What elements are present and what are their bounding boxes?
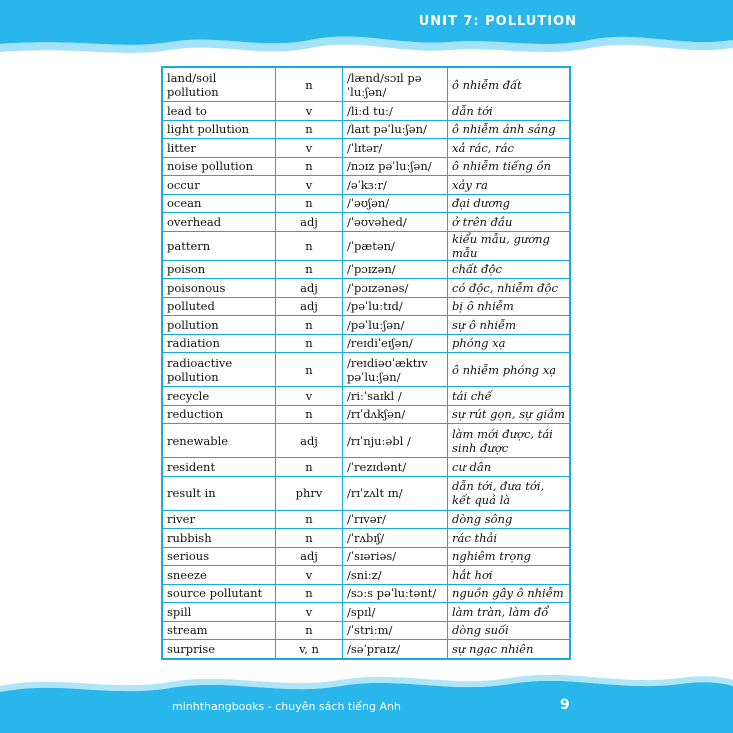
part-of-speech-cell: n xyxy=(276,510,343,529)
vocab-word-cell: recycle xyxy=(162,387,276,406)
meaning-cell: xảy ra xyxy=(448,176,571,195)
vocab-word-cell: river xyxy=(162,510,276,529)
part-of-speech-cell: n xyxy=(276,120,343,139)
table-row xyxy=(162,640,570,659)
part-of-speech-cell: n xyxy=(276,157,343,176)
part-of-speech-cell: n xyxy=(276,67,343,102)
pronunciation-cell: /ˈrɪvər/ xyxy=(343,510,448,529)
vocab-word-cell: lead to xyxy=(162,102,276,121)
table-row xyxy=(162,279,570,298)
vocab-word-cell: resident xyxy=(162,458,276,477)
pronunciation-cell: /ˈlɪtər/ xyxy=(343,139,448,158)
top-wave-banner xyxy=(0,0,733,60)
pronunciation-cell: /sɔːs pəˈluːtənt/ xyxy=(343,584,448,603)
meaning-cell: nguồn gây ô nhiễm xyxy=(448,584,571,603)
meaning-cell: dòng sông xyxy=(448,510,571,529)
pronunciation-cell: /rɪˈzʌlt ɪn/ xyxy=(343,476,448,510)
table-row xyxy=(162,297,570,316)
table-row xyxy=(162,584,570,603)
vocab-word-cell: serious xyxy=(162,547,276,566)
vocab-word-cell: litter xyxy=(162,139,276,158)
pronunciation-cell: /riːˈsaɪkl / xyxy=(343,387,448,406)
pronunciation-cell: /spɪl/ xyxy=(343,603,448,622)
part-of-speech-cell: n xyxy=(276,231,343,260)
meaning-cell: dẫn tới, đưa tới, kết quả là xyxy=(448,476,571,510)
table-row xyxy=(162,176,570,195)
meaning-cell: có độc, nhiễm độc xyxy=(448,279,571,298)
vocab-word-cell: noise pollution xyxy=(162,157,276,176)
pronunciation-cell: /rɪˈdʌkʃən/ xyxy=(343,405,448,424)
table-row xyxy=(162,529,570,548)
table-row xyxy=(162,260,570,279)
pronunciation-cell: /əˈkɜːr/ xyxy=(343,176,448,195)
meaning-cell: ô nhiễm ánh sáng xyxy=(448,120,571,139)
table-row xyxy=(162,458,570,477)
vocab-word-cell: result in xyxy=(162,476,276,510)
vocab-word-cell: sneeze xyxy=(162,566,276,585)
pronunciation-cell: /səˈpraɪz/ xyxy=(343,640,448,659)
vocab-word-cell: surprise xyxy=(162,640,276,659)
vocab-word-cell: radioactive pollution xyxy=(162,353,276,387)
table-row xyxy=(162,566,570,585)
part-of-speech-cell: v xyxy=(276,603,343,622)
vocab-word-cell: source pollutant xyxy=(162,584,276,603)
vocab-word-cell: ocean xyxy=(162,194,276,213)
meaning-cell: nghiêm trọng xyxy=(448,547,571,566)
vocab-word-cell: land/soil pollution xyxy=(162,67,276,102)
table-row xyxy=(162,603,570,622)
meaning-cell: rác thải xyxy=(448,529,571,548)
vocabulary-table xyxy=(161,66,571,660)
part-of-speech-cell: v, n xyxy=(276,640,343,659)
pronunciation-cell: /ˈpɔɪzənəs/ xyxy=(343,279,448,298)
footer-publisher-text: minhthangbooks - chuyên sách tiếng Anh xyxy=(172,700,401,713)
table-row xyxy=(162,231,570,260)
part-of-speech-cell: v xyxy=(276,566,343,585)
pronunciation-cell: /pəˈluːʃən/ xyxy=(343,316,448,335)
table-row xyxy=(162,424,570,458)
meaning-cell: dòng suối xyxy=(448,621,571,640)
vocab-word-cell: occur xyxy=(162,176,276,195)
meaning-cell: ô nhiễm tiếng ồn xyxy=(448,157,571,176)
meaning-cell: ô nhiễm đất xyxy=(448,67,571,102)
vocab-word-cell: pollution xyxy=(162,316,276,335)
part-of-speech-cell: adj xyxy=(276,547,343,566)
meaning-cell: ô nhiễm phóng xạ xyxy=(448,353,571,387)
table-row xyxy=(162,621,570,640)
meaning-cell: sự rút gọn, sự giảm xyxy=(448,405,571,424)
vocab-word-cell: poison xyxy=(162,260,276,279)
table-row xyxy=(162,194,570,213)
pronunciation-cell: /reɪdiəʊˈæktɪv pəˈluːʃən/ xyxy=(343,353,448,387)
table-row xyxy=(162,353,570,387)
meaning-cell: kiểu mẫu, gương mẫu xyxy=(448,231,571,260)
vocab-word-cell: reduction xyxy=(162,405,276,424)
vocab-word-cell: renewable xyxy=(162,424,276,458)
part-of-speech-cell: n xyxy=(276,621,343,640)
pronunciation-cell: /lænd/sɔɪl pəˈluːʃən/ xyxy=(343,67,448,102)
part-of-speech-cell: n xyxy=(276,334,343,353)
table-row xyxy=(162,387,570,406)
pronunciation-cell: /ˈstriːm/ xyxy=(343,621,448,640)
vocab-word-cell: spill xyxy=(162,603,276,622)
part-of-speech-cell: n xyxy=(276,405,343,424)
table-row xyxy=(162,476,570,510)
pronunciation-cell: /ˈrezɪdənt/ xyxy=(343,458,448,477)
table-row xyxy=(162,120,570,139)
unit-title: UNIT 7: POLLUTION xyxy=(418,14,577,29)
meaning-cell: sự ngạc nhiên xyxy=(448,640,571,659)
table-row xyxy=(162,213,570,232)
part-of-speech-cell: adj xyxy=(276,424,343,458)
pronunciation-cell: /ˈpætən/ xyxy=(343,231,448,260)
pronunciation-cell: /ˈəʊvəhed/ xyxy=(343,213,448,232)
part-of-speech-cell: adj xyxy=(276,213,343,232)
table-row xyxy=(162,510,570,529)
meaning-cell: bị ô nhiễm xyxy=(448,297,571,316)
pronunciation-cell: /laɪt pəˈluːʃən/ xyxy=(343,120,448,139)
vocab-word-cell: light pollution xyxy=(162,120,276,139)
table-row xyxy=(162,405,570,424)
pronunciation-cell: /rɪˈnjuːəbl / xyxy=(343,424,448,458)
part-of-speech-cell: adj xyxy=(276,297,343,316)
page-number: 9 xyxy=(560,697,570,713)
meaning-cell: cư dân xyxy=(448,458,571,477)
table-row xyxy=(162,316,570,335)
meaning-cell: xả rác, rác xyxy=(448,139,571,158)
meaning-cell: sự ô nhiễm xyxy=(448,316,571,335)
meaning-cell: hắt hơi xyxy=(448,566,571,585)
vocab-word-cell: poisonous xyxy=(162,279,276,298)
vocab-word-cell: radiation xyxy=(162,334,276,353)
vocab-word-cell: rubbish xyxy=(162,529,276,548)
part-of-speech-cell: v xyxy=(276,102,343,121)
part-of-speech-cell: n xyxy=(276,316,343,335)
part-of-speech-cell: v xyxy=(276,387,343,406)
vocab-word-cell: pattern xyxy=(162,231,276,260)
pronunciation-cell: /ˈəʊʃən/ xyxy=(343,194,448,213)
meaning-cell: ở trên đầu xyxy=(448,213,571,232)
meaning-cell: dẫn tới xyxy=(448,102,571,121)
pronunciation-cell: /pəˈluːtɪd/ xyxy=(343,297,448,316)
table-row xyxy=(162,547,570,566)
pronunciation-cell: /ˈsɪəriəs/ xyxy=(343,547,448,566)
part-of-speech-cell: n xyxy=(276,194,343,213)
part-of-speech-cell: v xyxy=(276,176,343,195)
pronunciation-cell: /ˈpɔɪzən/ xyxy=(343,260,448,279)
part-of-speech-cell: n xyxy=(276,529,343,548)
meaning-cell: đại dương xyxy=(448,194,571,213)
table-row xyxy=(162,102,570,121)
pronunciation-cell: /sniːz/ xyxy=(343,566,448,585)
vocab-word-cell: overhead xyxy=(162,213,276,232)
part-of-speech-cell: n xyxy=(276,584,343,603)
part-of-speech-cell: n xyxy=(276,260,343,279)
part-of-speech-cell: n xyxy=(276,458,343,477)
table-row xyxy=(162,157,570,176)
table-row xyxy=(162,334,570,353)
table-row xyxy=(162,67,570,102)
meaning-cell: làm tràn, làm đổ xyxy=(448,603,571,622)
meaning-cell: làm mới được, tái sinh được xyxy=(448,424,571,458)
vocab-word-cell: stream xyxy=(162,621,276,640)
part-of-speech-cell: phrv xyxy=(276,476,343,510)
meaning-cell: chất độc xyxy=(448,260,571,279)
pronunciation-cell: /ˈrʌbɪʃ/ xyxy=(343,529,448,548)
meaning-cell: tái chế xyxy=(448,387,571,406)
part-of-speech-cell: v xyxy=(276,139,343,158)
meaning-cell: phóng xạ xyxy=(448,334,571,353)
pronunciation-cell: /liːd tuː/ xyxy=(343,102,448,121)
table-row xyxy=(162,139,570,158)
vocab-word-cell: polluted xyxy=(162,297,276,316)
pronunciation-cell: /nɔɪz pəˈluːʃən/ xyxy=(343,157,448,176)
part-of-speech-cell: n xyxy=(276,353,343,387)
pronunciation-cell: /reɪdiˈeɪʃən/ xyxy=(343,334,448,353)
part-of-speech-cell: adj xyxy=(276,279,343,298)
